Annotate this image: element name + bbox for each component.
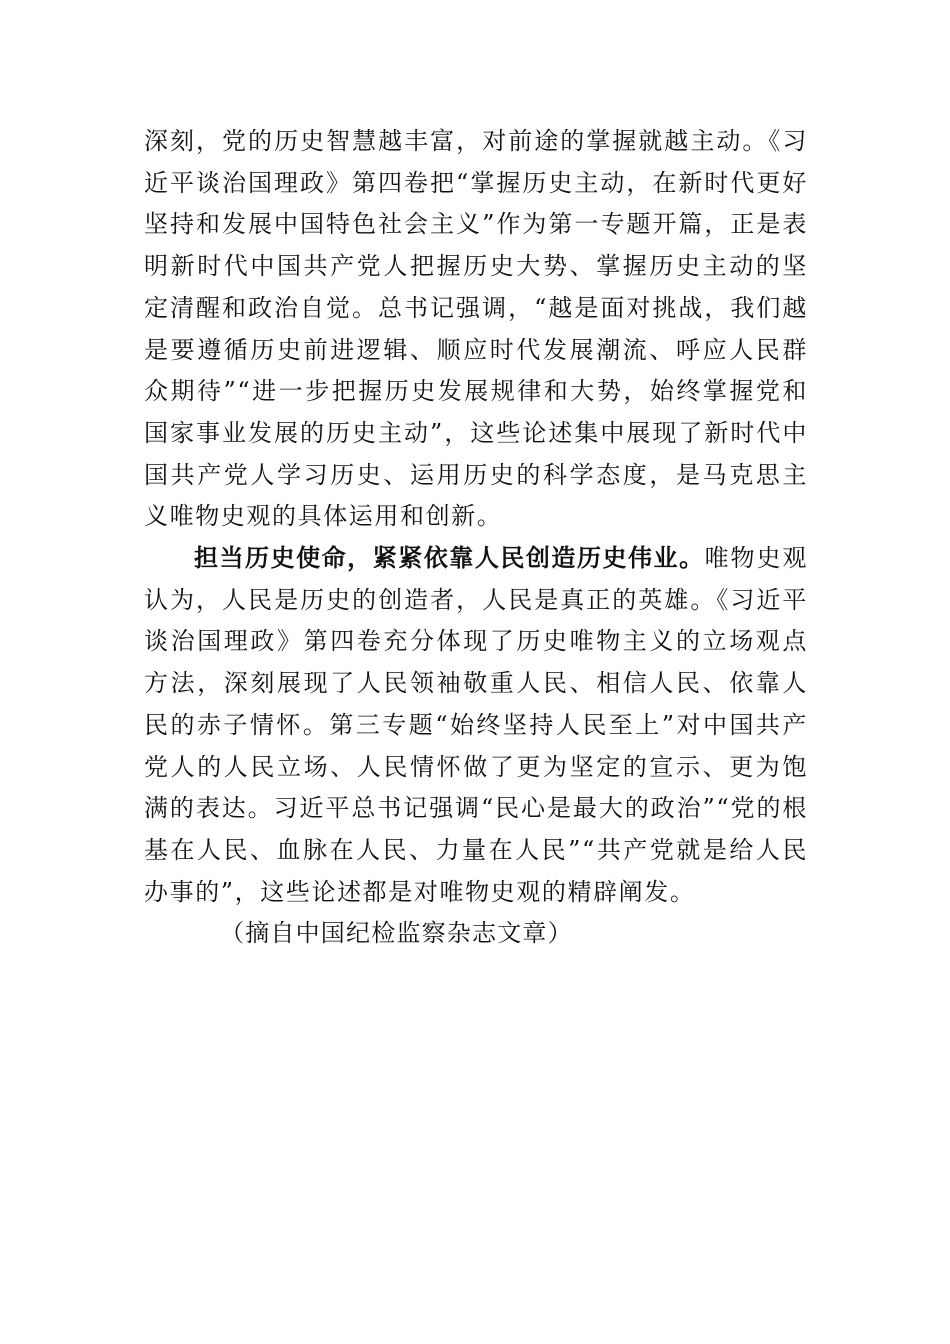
source-note: （摘自中国纪检监察杂志文章） <box>220 919 573 948</box>
paragraph-body-text: 唯物史观认为，人民是历史的创造者，人民是真正的英雄。《习近平谈治国理政》第四卷充分体现了历史唯物主义的立场观点方法，深刻展现了人民领袖敬重人民、相信人民、依靠人民的赤子情怀。第三专题“始终坚持人民至上”对中国共产党人的人民立场、人民情怀做了更为坚定的宣示、更为饱满的表达。习近平总书记强调“民心是最大的政治”“党的根基在人民、血脉在人民、力量在人民”“共产党就是给人民办事的”，这些论述都是对唯物史观的精辟阐发。 <box>144 544 808 906</box>
paragraph-people-history <box>144 538 808 913</box>
paragraph-lead-heading: 担当历史使命，紧紧依靠人民创造历史伟业。 <box>194 544 705 573</box>
document-body <box>144 121 808 955</box>
paragraph-continuation: 深刻，党的历史智慧越丰富，对前途的掌握就越主动。《习近平谈治国理政》第四卷把“掌握历史主动，在新时代更好坚持和发展中国特色社会主义”作为第一专题开篇，正是表明新时代中国共产党人把握历史大势、掌握历史主动的坚定清醒和政治自觉。总书记强调，“越是面对挑战，我们越是要遵循历史前进逻辑、顺应时代发展潮流、呼应人民群众期待”“进一步把握历史发展规律和大势，始终掌握党和国家事业发展的历史主动”，这些论述集中展现了新时代中国共产党人学习历史、运用历史的科学态度，是马克思主义唯物史观的具体运用和创新。 <box>144 127 808 531</box>
